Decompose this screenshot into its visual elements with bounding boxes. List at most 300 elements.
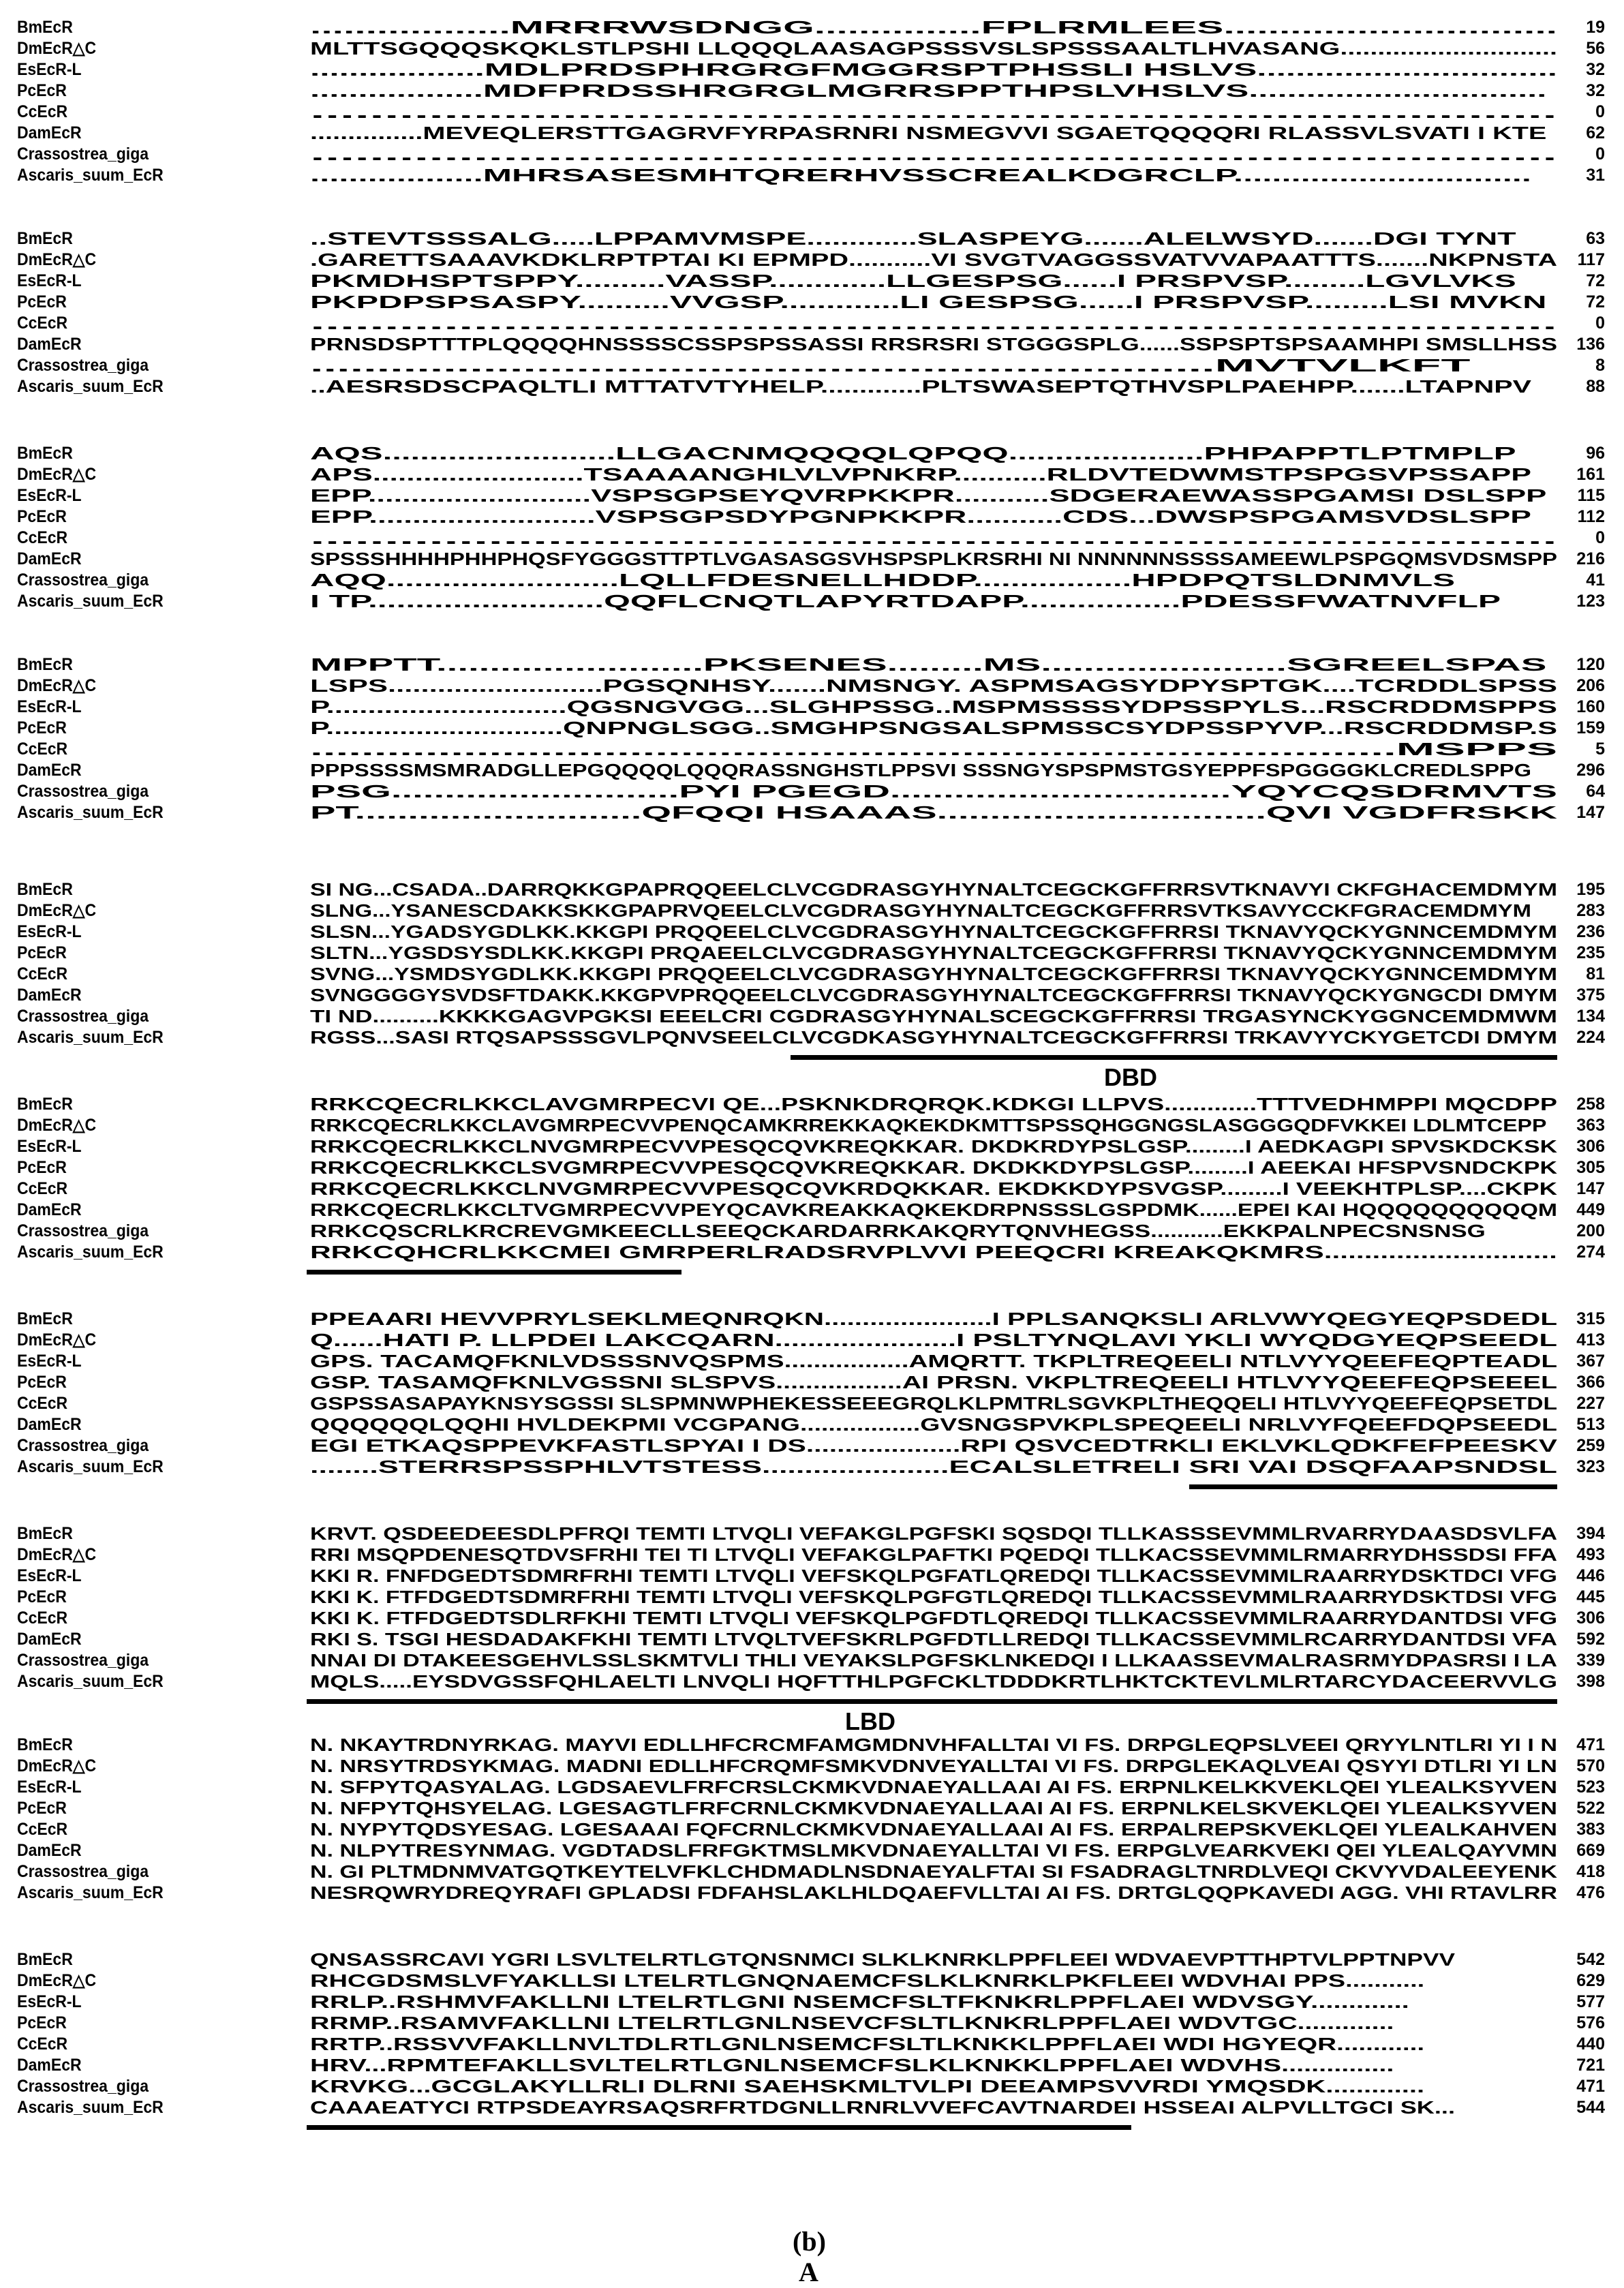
sequence: I TP.........................QQFLCNQTLAPYRTDAPP.................PDESSFWATNVFLP (310, 591, 1501, 611)
sequence: RKI S. TSGI HESDADAKFKHI TEMTI LTVQLTVEFSKRLPGFDTLLREDQI TLLKACSSEVMMLRCARRYDANTDSI VFA (310, 1629, 1557, 1649)
species-label: DamEcR (17, 1415, 82, 1434)
residue-count: 493 (1576, 1545, 1605, 1564)
residue-count: 306 (1576, 1137, 1605, 1156)
sequence: SLSN...YGADSYGDLKK.KKGPI PRQQEELCLVCGDRASGYHYNALTCEGCKGFFRRSI TKNAVYQCKYGNNCEMDMYM (310, 921, 1557, 942)
residue-count: 0 (1595, 528, 1605, 547)
residue-count: 440 (1576, 2034, 1605, 2054)
sequence: PT...........................QFQQI HSAAAS...............................QVI VGDFRSKK (310, 802, 1557, 823)
alignment-row (0, 1756, 1624, 1776)
species-label: PcEcR (17, 81, 67, 100)
residue-count: 576 (1576, 2013, 1605, 2032)
residue-count: 88 (1586, 377, 1605, 396)
species-label: Ascaris_suum_EcR (17, 1242, 164, 1262)
alignment-row (0, 80, 1624, 101)
residue-count: 339 (1576, 1651, 1605, 1670)
residue-count: 62 (1586, 123, 1605, 142)
residue-count: 227 (1576, 1394, 1605, 1413)
alignment-row (0, 1435, 1624, 1456)
species-label: CcEcR (17, 1608, 68, 1628)
species-label: Ascaris_suum_EcR (17, 803, 164, 822)
species-label: Crassostrea_giga (17, 1221, 149, 1240)
residue-count: 224 (1576, 1028, 1605, 1047)
alignment-row (0, 38, 1624, 59)
sequence: PSG...........................PYI PGEGD................................YQYCQSDRMVTS (310, 781, 1557, 802)
sequence: RRKCQSCRLKRCREVGMKEECLLSEEQCKARDARRKAKQRYTQNVHEGSS...........EKKPALNPECSNSNSG (310, 1221, 1486, 1241)
residue-count: 32 (1586, 81, 1605, 100)
sequence: RRKCQECRLKKCLAVGMRPECVI QE...PSKNKDRQRQK.KDKGI LLPVS.............TTTVEDHMPPI MQCDPP (310, 1094, 1557, 1114)
species-label: EsEcR-L (17, 271, 82, 290)
residue-count: 383 (1576, 1820, 1605, 1839)
sequence: RRLP..RSHMVFAKLLNI LTELRTLGNI NSEMCFSLTFKNKRLPPFLAEI WDVSGY............. (310, 1992, 1409, 2012)
sequence: RRKCQECRLKKCLSVGMRPECVVPESQCQVKREQKKAR. DKDKKDYPSLGSP.........I AEEKAI HFSPVSNDCKPK (310, 1157, 1557, 1178)
residue-count: 19 (1586, 18, 1605, 37)
alignment-row (0, 964, 1624, 984)
alignment-row (0, 900, 1624, 921)
sequence: GPS. TACAMQFKNLVDSSSNVQSPMS.................AMQRTT. TKPLTREQEELI NTLVYYQEEFEQPTEADL (310, 1351, 1557, 1371)
species-label: BmEcR (17, 655, 73, 674)
sequence: HRV...RPMTEFAKLLSVLTELRTLGNLNSEMCFSLKLKNKKLPPFLAEI WDVHS............... (310, 2055, 1394, 2075)
sequence: Q......HATI P. LLPDEI LAKCQARN......................I PSLTYNQLAVI YKLI WYQDGYEQPSEEDL (310, 1330, 1557, 1350)
alignment-row (0, 334, 1624, 354)
alignment-row (0, 1157, 1624, 1178)
sequence: QQQQQQLQQHI HVLDEKPMI VCGPANG.................GVSNGSPVKPLSPEQEELI NRLVYFQEEFDQPSEEDL (310, 1414, 1557, 1435)
residue-count: 236 (1576, 922, 1605, 941)
alignment-row (0, 1861, 1624, 1882)
species-label: Ascaris_suum_EcR (17, 592, 164, 611)
alignment-row (0, 654, 1624, 675)
species-label: PcEcR (17, 1158, 67, 1177)
residue-count: 544 (1576, 2098, 1605, 2117)
residue-count: 367 (1576, 1352, 1605, 1371)
residue-count: 195 (1576, 880, 1605, 899)
residue-count: 315 (1576, 1309, 1605, 1328)
sequence: ..................MDFPRDSSHRGRGLMGRRSPPTHPSLVHSLVS............................... (310, 80, 1547, 101)
sequence: RRMP..RSAMVFAKLLNI LTELRTLGNLNSEVCFSLTLKNKRLPPFLAEI WDVTGC............. (310, 2013, 1394, 2033)
species-label: Ascaris_suum_EcR (17, 166, 164, 185)
alignment-row (0, 1819, 1624, 1840)
sequence: KKI K. FTFDGEDTSDLRFKHI TEMTI LTVQLI VEFSKQLPGFDTLQREDQI TLLKACSSEVMMLRAARRYDANTDSI VFG (310, 1608, 1557, 1628)
species-label: DamEcR (17, 1841, 82, 1860)
residue-count: 476 (1576, 1883, 1605, 1902)
residue-count: 64 (1586, 782, 1605, 801)
alignment-row (0, 591, 1624, 611)
sequence: KRVKG...GCGLAKYLLRLI DLRNI SAEHSKMLTVLPI DEEAMPSVVRDI YMQSDK............. (310, 2076, 1425, 2096)
residue-count: 8 (1595, 356, 1605, 375)
alignment-row (0, 123, 1624, 143)
sequence: GSPSSASAPAYKNSYSGSSI SLSPMNWPHEKESSEEEGRQLKLPMTRLSGVKPLTHEQQELI HTLVYYQEEFEQPSETDL (310, 1393, 1557, 1414)
sequence: .................................................................................... (310, 144, 1557, 164)
sequence: PKPDPSPSASPY..........VVGSP.............LI GESPSG......I PRSPVSP.........LSI MVKN (310, 292, 1547, 312)
alignment-row (0, 528, 1624, 548)
alignment-row (0, 1221, 1624, 1241)
alignment-row (0, 2055, 1624, 2075)
alignment-row (0, 1393, 1624, 1414)
species-label: PcEcR (17, 507, 67, 526)
residue-count: 5 (1595, 739, 1605, 759)
residue-count: 258 (1576, 1095, 1605, 1114)
alignment-row (0, 1523, 1624, 1544)
alignment-row (0, 1351, 1624, 1371)
species-label: EsEcR-L (17, 1137, 82, 1156)
species-label: Crassostrea_giga (17, 1651, 149, 1670)
residue-count: 629 (1576, 1971, 1605, 1990)
residue-count: 0 (1595, 314, 1605, 333)
alignment-row (0, 2013, 1624, 2033)
sequence: RHCGDSMSLVFYAKLLSI LTELRTLGNQNAEMCFSLKLKNRKLPKFLEEI WDVHAI PPS........... (310, 1970, 1425, 1991)
species-label: BmEcR (17, 1309, 73, 1328)
residue-count: 96 (1586, 444, 1605, 463)
residue-count: 159 (1576, 718, 1605, 737)
residue-count: 115 (1577, 486, 1605, 505)
residue-count: 81 (1586, 964, 1605, 983)
alignment-row (0, 697, 1624, 717)
alignment-row (0, 313, 1624, 333)
residue-count: 446 (1576, 1566, 1605, 1585)
species-label: CcEcR (17, 1820, 68, 1839)
alignment-row (0, 2076, 1624, 2096)
residue-count: 32 (1586, 60, 1605, 79)
species-label: BmEcR (17, 444, 73, 463)
alignment-row (0, 102, 1624, 122)
species-label: CcEcR (17, 1179, 68, 1198)
residue-count: 41 (1586, 570, 1605, 590)
sequence: QNSASSRCAVI YGRI LSVLTELRTLGTQNSNMCI SLKLKNRKLPPFLEEI WDVAEVPTTHPTVLPPTNPVV (310, 1949, 1455, 1970)
domain-underline (791, 1055, 1557, 1060)
sequence: AQS.........................LLGACNMQQQQLQPQQ.....................PHPAPPTLPTMPLP (310, 443, 1516, 463)
sequence: SVNG...YSMDSYGDLKK.KKGPI PRQQEELCLVCGDRASGYHYNALTCEGCKGFFRRSI TKNAVYQCKYGNNCEMDMYM (310, 964, 1557, 984)
sequence: N. NRSYTRDSYKMAG. MADNI EDLLHFCRQMFSMKVDNVEYALLTAI VI FS. DRPGLEKAQLVEAI QSYYI DTLRI YI LN (310, 1756, 1557, 1776)
sequence: N. SFPYTQASYALAG. LGDSAEVLFRFCRSLCKMKVDNAEYALLAAI AI FS. ERPNLKELKKVEKLQEI YLEALKSYVEN (310, 1777, 1557, 1797)
residue-count: 134 (1576, 1007, 1605, 1026)
species-label: DmEcR△C (17, 1545, 97, 1564)
sequence: LSPS..........................PGSQNHSY.......NMSNGY. ASPMSAGSYDPYSPTGK....TCRDDLSPSS (310, 675, 1557, 696)
species-label: CcEcR (17, 2034, 68, 2054)
domain-label: DBD (1104, 1063, 1157, 1091)
sequence: SLNG...YSANESCDAKKSKKGPAPRVQEELCLVCGDRASGYHYNALTCEGCKGFFRRSVTKSAVYCCKFGRACEMDMYM (310, 900, 1531, 921)
residue-count: 306 (1576, 1608, 1605, 1628)
alignment-row (0, 1115, 1624, 1135)
alignment-row (0, 1566, 1624, 1586)
alignment-row (0, 879, 1624, 900)
species-label: DamEcR (17, 549, 82, 568)
species-label: CcEcR (17, 528, 68, 547)
residue-count: 0 (1595, 144, 1605, 164)
residue-count: 413 (1576, 1330, 1605, 1349)
alignment-row (0, 570, 1624, 590)
residue-count: 375 (1576, 986, 1605, 1005)
sequence: CAAAEATYCI RTPSDEAYRSAQSRFRTDGNLLRNRLVVEFCAVTNARDEI HSSEAI ALPVLLTGCI SK... (310, 2097, 1455, 2118)
residue-count: 513 (1576, 1415, 1605, 1434)
alignment-row (0, 1587, 1624, 1607)
sequence: RRKCQECRLKKCLNVGMRPECVVPESQCQVKRDQKKAR. EKDKKDYPSVGSP.........I VEEKHTPLSP....CKPK (310, 1178, 1557, 1199)
species-label: DmEcR△C (17, 39, 97, 58)
sequence: SVNGGGGYSVDSFTDAKK.KKGPVPRQQEELCLVCGDRASGYHYNALTCEGCKGFFRRSI TKNAVYQCKYGNGCDI DMYM (310, 985, 1557, 1005)
domain-underline (307, 1699, 1557, 1704)
species-label: Crassostrea_giga (17, 570, 149, 590)
species-label: CcEcR (17, 314, 68, 333)
alignment-row (0, 485, 1624, 506)
species-label: EsEcR-L (17, 1992, 82, 2011)
sequence: RRKCQHCRLKKCMEI GMRPERLRADSRVPLVVI PEEQCRI KREAKQKMRS............................. (310, 1242, 1557, 1262)
species-label: DamEcR (17, 1200, 82, 1219)
residue-count: 72 (1586, 292, 1605, 311)
alignment-row (0, 2097, 1624, 2118)
species-label: CcEcR (17, 739, 68, 759)
species-label: DmEcR△C (17, 465, 97, 484)
sequence: KKI R. FNFDGEDTSDMRFRHI TEMTI LTVQLI VEFSKQLPGFATLQREDQI TLLKACSSEVMMLRAARRYDSKTDCI VFG (310, 1566, 1557, 1586)
species-label: PcEcR (17, 718, 67, 737)
species-label: EsEcR-L (17, 486, 82, 505)
species-label: BmEcR (17, 880, 73, 899)
residue-count: 259 (1576, 1436, 1605, 1455)
residue-count: 136 (1576, 335, 1605, 354)
alignment-row (0, 1735, 1624, 1755)
species-label: BmEcR (17, 1524, 73, 1543)
alignment-row (0, 1309, 1624, 1329)
species-label: DmEcR△C (17, 1116, 97, 1135)
sequence: ..STEVTSSSALG.....LPPAMVMSPE.............SLASPEYG.......ALELWSYD.......DGI TYNT (310, 228, 1516, 249)
sequence: MLTTSGQQQSKQKLSTLPSHI LLQQQLAASAGPSSSVSLSPSSSAALTLHVASANG............................. (310, 38, 1557, 59)
species-label: Ascaris_suum_EcR (17, 1883, 164, 1902)
alignment-row (0, 1027, 1624, 1048)
domain-underline (1189, 1484, 1557, 1489)
alignment-row (0, 506, 1624, 527)
species-label: DamEcR (17, 2056, 82, 2075)
alignment-row (0, 292, 1624, 312)
species-label: Crassostrea_giga (17, 1862, 149, 1881)
species-label: Ascaris_suum_EcR (17, 1028, 164, 1047)
sequence: SI NG...CSADA..DARRQKKGPAPRQQEELCLVCGDRASGYHYNALTCEGCKGFFRRSVTKNAVYI CKFGHACEMDMYM (310, 879, 1557, 900)
residue-count: 523 (1576, 1778, 1605, 1797)
sequence: .....................................................................................MSPPS (310, 739, 1557, 759)
sequence: RRKCQECRLKKCLAVGMRPECVVPENQCAMKRREKKAQKEKDKMTTSPSSQHGGNGSLASGGGQDFVKKEI LDLMTCEPP (310, 1115, 1547, 1135)
sequence: N. NFPYTQHSYELAG. LGESAGTLFRFCRNLCKMKVDNAEYALLAAI AI FS. ERPNLKELSKVEKLQEI YLEALKSYVEN (310, 1798, 1557, 1818)
residue-count: 206 (1576, 676, 1605, 695)
alignment-row (0, 376, 1624, 397)
species-label: DmEcR△C (17, 901, 97, 920)
alignment-row (0, 1882, 1624, 1903)
residue-count: 592 (1576, 1630, 1605, 1649)
alignment-row (0, 1456, 1624, 1477)
species-label: DamEcR (17, 986, 82, 1005)
sequence: PRNSDSPTTTPLQQQQHNSSSSCSSPSPSSASSI RRSRSRI STGGGSPLG......SSPSPTSPSAAMHPI SMSLLHSS (310, 334, 1557, 354)
alignment-row (0, 249, 1624, 270)
sequence: APS.........................TSAAAANGHLVLVPNKRP...........RLDVTEDWMSTPSPGSVPSSAPP (310, 464, 1531, 485)
sequence: SLTN...YGSDSYSDLKK.KKGPI PRQAEELCLVCGDRASGYHYNALTCEGCKGFFRRSI TKNAVYQCKYGNNCEMDMYM (310, 943, 1557, 963)
sequence: N. NYPYTQDSYESAG. LGESAAAI FQFCRNLCKMKVDNAEYALLAAI AI FS. ERPALREPSKVEKLQEI YLEALKAHVEN (310, 1819, 1557, 1840)
residue-count: 669 (1576, 1841, 1605, 1860)
alignment-row (0, 1840, 1624, 1861)
residue-count: 123 (1576, 592, 1605, 611)
residue-count: 323 (1576, 1457, 1605, 1476)
residue-count: 296 (1576, 761, 1605, 780)
species-label: EsEcR-L (17, 1566, 82, 1585)
residue-count: 72 (1586, 271, 1605, 290)
residue-count: 56 (1586, 39, 1605, 58)
sequence: RRTP..RSSVVFAKLLNVLTDLRTLGNLNSEMCFSLTLKNKKLPPFLAEI WDI HGYEQR............ (310, 2034, 1425, 2054)
residue-count: 305 (1576, 1158, 1605, 1177)
species-label: PcEcR (17, 1373, 67, 1392)
residue-count: 120 (1576, 655, 1605, 674)
species-label: PcEcR (17, 292, 67, 311)
alignment-row (0, 1650, 1624, 1671)
residue-count: 283 (1576, 901, 1605, 920)
residue-count: 274 (1576, 1242, 1605, 1262)
species-label: Crassostrea_giga (17, 144, 149, 164)
species-label: EsEcR-L (17, 1778, 82, 1797)
species-label: DmEcR△C (17, 676, 97, 695)
sequence: PPPSSSSMSMRADGLLEPGQQQQLQQQRASSNGHSTLPPSVI SSSNGYSPSPMSTGSYEPPFSPGGGGKLCREDLSPPG (310, 760, 1531, 780)
alignment-row (0, 1200, 1624, 1220)
sequence: N. NKAYTRDNYRKAG. MAYVI EDLLHFCRCMFAMGMDNVHFALLTAI VI FS. DRPGLEQPSLVEEI QRYYLNTLRI YI I N (310, 1735, 1557, 1755)
residue-count: 31 (1586, 166, 1605, 185)
alignment-row (0, 17, 1624, 37)
residue-count: 63 (1586, 229, 1605, 248)
sequence: KKI K. FTFDGEDTSDMRFRHI TEMTI LTVQLI VEFSKQLPGFGTLQREDQI TLLKACSSEVMMLRAARRYDSKTDSI VFG (310, 1587, 1557, 1607)
species-label: PcEcR (17, 943, 67, 962)
alignment-row (0, 781, 1624, 802)
sequence: PKMDHSPTSPPY..........VASSP.............LLGESPSG......I PRSPVSP.........LGVLVKS (310, 271, 1516, 291)
species-label: CcEcR (17, 964, 68, 983)
residue-count: 394 (1576, 1524, 1605, 1543)
species-label: DmEcR△C (17, 1330, 97, 1349)
panel-label: (b) (793, 2226, 826, 2257)
alignment-row (0, 1949, 1624, 1970)
residue-count: 200 (1576, 1221, 1605, 1240)
residue-count: 721 (1576, 2056, 1605, 2075)
domain-label: LBD (845, 1707, 895, 1735)
species-label: Ascaris_suum_EcR (17, 1457, 164, 1476)
species-label: DmEcR△C (17, 1971, 97, 1990)
species-label: PcEcR (17, 1799, 67, 1818)
residue-count: 449 (1576, 1200, 1605, 1219)
alignment-row (0, 59, 1624, 80)
species-label: BmEcR (17, 18, 73, 37)
alignment-row (0, 144, 1624, 164)
alignment-row (0, 355, 1624, 376)
alignment-row (0, 1992, 1624, 2012)
alignment-row (0, 1414, 1624, 1435)
alignment-row (0, 921, 1624, 942)
residue-count: 117 (1577, 250, 1605, 269)
alignment-row (0, 1178, 1624, 1199)
sequence: EPP..........................VSPSGPSEYQVRPKKPR...........SDGERAEWASSPGAMSI DSLSPP (310, 485, 1547, 506)
sequence: P.............................QNPNGLSGG..SMGHPSNGSALSPMSSCSYDPSSPYVP...RSCRDDMSP.S (310, 718, 1557, 738)
species-label: PcEcR (17, 2013, 67, 2032)
sequence: ..................MHRSASESMHTQRERHVSSCREALKDGRCLP............................... (310, 165, 1531, 185)
sequence: GSP. TASAMQFKNLVGSSNI SLSPVS.................AI PRSN. VKPLTREQEELI HTLVYYQEEFEQPSEEEL (310, 1372, 1557, 1392)
sequence: MQLS.....EYSDVGSSFQHLAELTI LNVQLI HQFTTHLPGFCKLTDDDKRTLHKTCKTEVLMLRTARCYDACEERVVLG (310, 1671, 1557, 1692)
alignment-row (0, 443, 1624, 463)
alignment-row (0, 271, 1624, 291)
sequence: TI ND..........KKKKGAGVPGKSI EEELCRI CGDRASGYHYNALSCEGCKGFFRRSI TRGASYNCKYGGNCEMDMWM (310, 1006, 1557, 1026)
species-label: Ascaris_suum_EcR (17, 1672, 164, 1691)
sequence: .GARETTSAAAVKDKLRPTPTAI KI EPMPD...........VI SVGTVAGGSSVATVVAPAATTTS.......NKPNSTA (310, 249, 1557, 270)
alignment-row (0, 718, 1624, 738)
sequence: .................................................................................... (310, 102, 1557, 122)
sequence: EGI ETKAQSPPEVKFASTLSPYAI I DS....................RPI QSVCEDTRKLI EKLVKLQDKFEFPEESKV (310, 1435, 1557, 1456)
sequence: .................................................................................... (310, 528, 1557, 548)
residue-count: 235 (1576, 943, 1605, 962)
sequence: RRI MSQPDENESQTDVSFRHI TEI TI LTVQLI VEFAKGLPAFTKI PQEDQI TLLKACSSEVMMLRMARRYDHSSDSI FFA (310, 1544, 1557, 1565)
alignment-row (0, 1094, 1624, 1114)
species-label: Ascaris_suum_EcR (17, 2098, 164, 2117)
residue-count: 570 (1576, 1756, 1605, 1775)
alignment-row (0, 1006, 1624, 1026)
residue-count: 418 (1576, 1862, 1605, 1881)
species-label: EsEcR-L (17, 697, 82, 716)
sequence: PPEAARI HEVVPRYLSEKLMEQNRQKN......................I PPLSANQKSLI ARLVWYQEGYEQPSDEDL (310, 1309, 1557, 1329)
sequence: SPSSSHHHHPHHPHQSFYGGGSTTPTLVGASASGSVHSPSPLKRSRHI NI NNNNNNSSSSAMEEWLPSPGQMSVDSMSPP (310, 549, 1557, 569)
residue-count: 366 (1576, 1373, 1605, 1392)
residue-count: 471 (1576, 1735, 1605, 1754)
sequence: ..................MRRRWSDNGG...............FPLRMLEES.............................. (310, 17, 1557, 37)
residue-count: 216 (1576, 549, 1605, 568)
alignment-row (0, 1242, 1624, 1262)
sub-label: A (799, 2257, 818, 2287)
residue-count: 147 (1576, 803, 1605, 822)
alignment-row (0, 1330, 1624, 1350)
species-label: Crassostrea_giga (17, 2077, 149, 2096)
species-label: DmEcR△C (17, 1756, 97, 1775)
sequence: ..................MDLPRDSPHRGRGFMGGRSPTPHSSLI HSLVS............................... (310, 59, 1557, 80)
residue-count: 147 (1576, 1179, 1605, 1198)
sequence: ....................................................................MVTVLKFT (310, 355, 1471, 376)
species-label: Crassostrea_giga (17, 782, 149, 801)
residue-count: 471 (1576, 2077, 1605, 2096)
sequence: EPP..........................VSPSGPSDYPGNPKKPR...........CDS...DWSPSPGAMSVDSLSPP (310, 506, 1531, 527)
residue-count: 363 (1576, 1116, 1605, 1135)
sequence: P.............................QGSNGVGG...SLGHPSSG..MSPMSSSSYDPSSPYLS...RSCRDDMSPPS (310, 697, 1557, 717)
residue-count: 0 (1595, 102, 1605, 121)
alignment-row (0, 1777, 1624, 1797)
species-label: BmEcR (17, 1735, 73, 1754)
sequence: RRKCQECRLKKCLTVGMRPECVVPEYQCAVKREAKKAQKEKDRPNSSSLGSPDMK......EPEI KAI HQQQQQQQQQQM (310, 1200, 1557, 1220)
alignment-row (0, 1136, 1624, 1157)
species-label: CcEcR (17, 1394, 68, 1413)
species-label: BmEcR (17, 229, 73, 248)
species-label: BmEcR (17, 1950, 73, 1969)
species-label: Crassostrea_giga (17, 1436, 149, 1455)
alignment-row (0, 1671, 1624, 1692)
sequence: NNAI DI DTAKEESGEHVLSSLSKMTVLI THLI VEYAKSLPGFSKLNKEDQI I LLKAASSEVMALRASRMYDPASRSI I LA (310, 1650, 1557, 1671)
alignment-row (0, 760, 1624, 780)
sequence: ...............MEVEQLERSTTGAGRVFYRPASRNRI NSMEGVVI SGAETQQQQRI RLASSVLSVATI I KTE (310, 123, 1547, 143)
alignment-row (0, 549, 1624, 569)
alignment-row (0, 985, 1624, 1005)
alignment-row (0, 675, 1624, 696)
species-label: PcEcR (17, 1587, 67, 1606)
species-label: Crassostrea_giga (17, 1007, 149, 1026)
species-label: Ascaris_suum_EcR (17, 377, 164, 396)
alignment-row (0, 1629, 1624, 1649)
residue-count: 522 (1576, 1799, 1605, 1818)
alignment-row (0, 228, 1624, 249)
alignment-row (0, 943, 1624, 963)
species-label: DamEcR (17, 123, 82, 142)
alignment-row (0, 2034, 1624, 2054)
residue-count: 445 (1576, 1587, 1605, 1606)
alignment-row (0, 1544, 1624, 1565)
alignment-row (0, 1798, 1624, 1818)
residue-count: 112 (1577, 507, 1605, 526)
alignment-row (0, 739, 1624, 759)
domain-underline (307, 2125, 1131, 2130)
residue-count: 577 (1576, 1992, 1605, 2011)
species-label: DamEcR (17, 1630, 82, 1649)
species-label: EsEcR-L (17, 1352, 82, 1371)
sequence: ..AESRSDSCPAQLTLI MTTATVTYHELP.............PLTSWASEPTQTHVSPLPAEHPP.......LTAPNPV (310, 376, 1531, 397)
